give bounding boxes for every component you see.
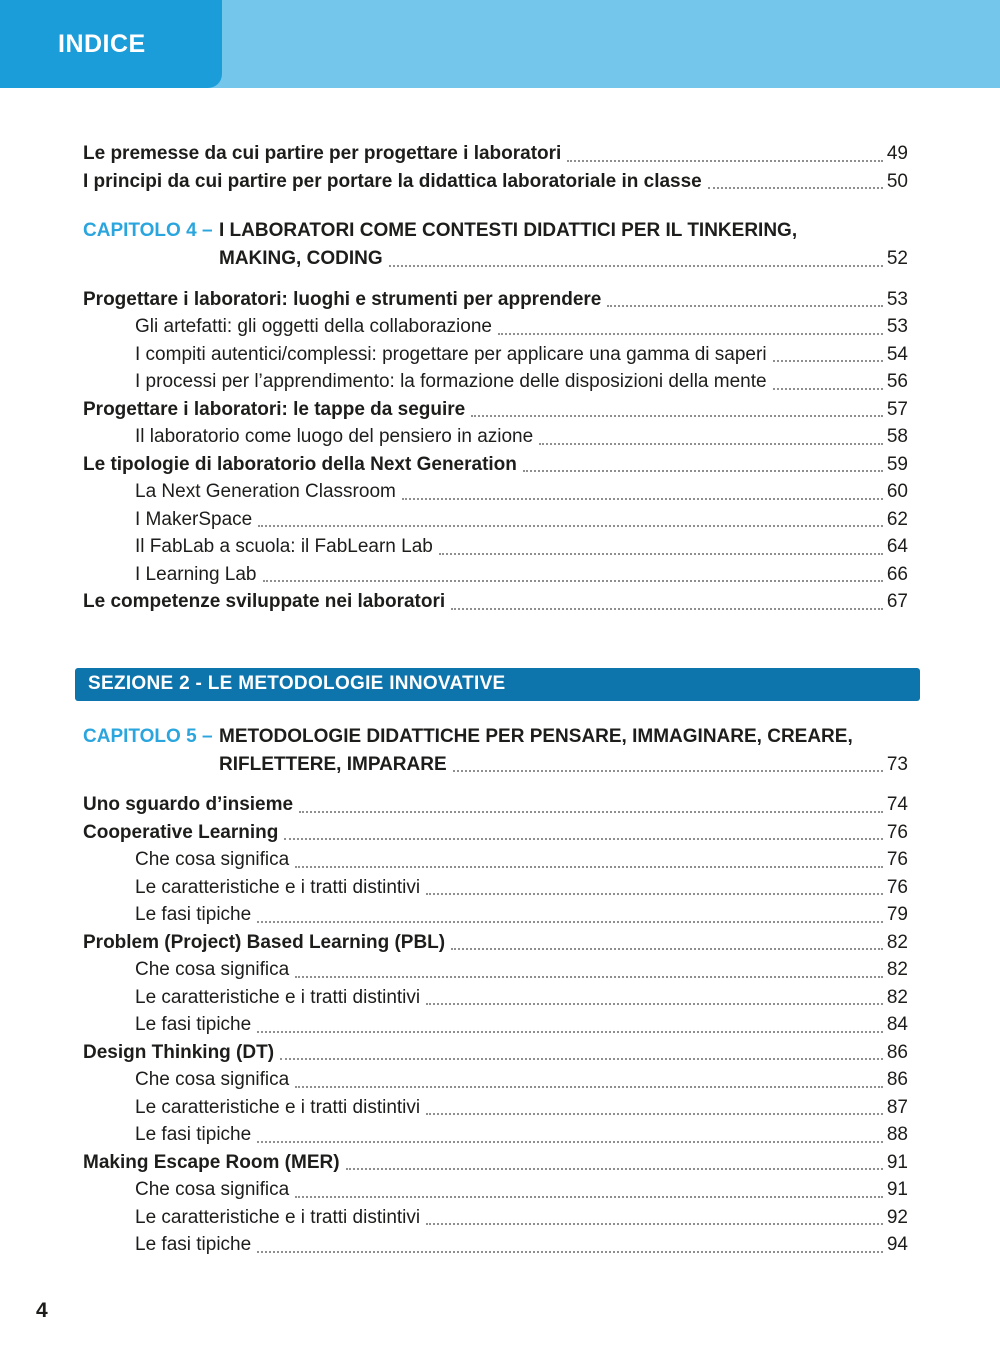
dot-leader — [280, 1058, 883, 1060]
chapter-line2 — [83, 245, 908, 273]
page-footer — [36, 1299, 48, 1323]
toc-entry-page: 94 — [886, 1234, 908, 1255]
section-banner — [75, 668, 920, 701]
page-number: 4 — [36, 1299, 48, 1322]
toc-entry-label: Gli artefatti: gli oggetti della collaborazione — [135, 316, 492, 337]
dot-leader — [284, 838, 883, 840]
chapter-number: CAPITOLO 5 – — [83, 725, 213, 747]
toc-entry-page: 64 — [886, 536, 908, 557]
toc-entry-label: Le competenze sviluppate nei laboratori — [83, 591, 446, 612]
section-banner-label: SEZIONE 2 - LE METODOLOGIE INNOVATIVE — [88, 673, 506, 694]
dot-leader — [295, 1086, 883, 1088]
toc-entry — [83, 140, 908, 168]
toc-entry-label: Le fasi tipiche — [135, 1014, 252, 1035]
chapter-page: 73 — [886, 753, 908, 775]
toc-entry-page: 67 — [886, 591, 908, 612]
toc-entry-label: I principi da cui partire per portare la didattica laboratoriale in classe — [83, 170, 702, 192]
dot-leader — [426, 1223, 883, 1225]
dot-leader — [257, 1031, 883, 1033]
toc-entry-label: I Learning Lab — [135, 563, 257, 585]
dot-leader — [773, 360, 883, 362]
toc-entry-label: Progettare i laboratori: luoghi e strumenti per apprendere — [83, 288, 602, 310]
dot-leader — [708, 187, 883, 189]
dot-leader — [451, 608, 883, 610]
toc-entry-label: Il laboratorio come luogo del pensiero in azione — [135, 426, 534, 447]
toc-entry-page: 62 — [886, 508, 908, 530]
dot-leader — [295, 1196, 883, 1198]
toc-entry — [83, 588, 908, 616]
toc-entry — [83, 396, 908, 424]
chapter-title: I LABORATORI COME CONTESTI DIDATTICI PER IL TINKERING, — [219, 220, 798, 241]
toc-entry — [83, 1231, 908, 1259]
dot-leader — [402, 498, 883, 500]
toc-entry-page: 74 — [886, 794, 908, 815]
toc-entry-label: Che cosa significa — [135, 1179, 290, 1200]
toc-entry-label: Cooperative Learning — [83, 821, 279, 843]
toc-entry-page: 56 — [886, 371, 908, 392]
dot-leader — [539, 443, 883, 445]
toc-entry — [83, 286, 908, 314]
toc-entry — [83, 1204, 908, 1232]
toc-entry-page: 76 — [886, 821, 908, 843]
dot-leader — [607, 305, 882, 307]
toc-entry-label: Problem (Project) Based Learning (PBL) — [83, 931, 446, 953]
toc-entry — [83, 1121, 908, 1149]
toc-entry-page: 88 — [886, 1124, 908, 1145]
dot-leader — [295, 866, 883, 868]
toc-entry-page: 86 — [886, 1069, 908, 1090]
toc-entry — [83, 874, 908, 902]
chapter-heading — [83, 217, 908, 273]
toc-entry — [83, 791, 908, 819]
dot-leader — [299, 811, 883, 813]
toc-entry-label: La Next Generation Classroom — [135, 481, 396, 502]
toc-entry-label: I processi per l’apprendimento: la formazione delle disposizioni della mente — [135, 371, 767, 392]
toc-entry — [83, 1094, 908, 1122]
toc-entry-page: 54 — [886, 343, 908, 365]
toc-entry — [83, 1039, 908, 1067]
toc-entry-label: Le caratteristiche e i tratti distintivi — [135, 1206, 421, 1228]
toc-entry-label: Le caratteristiche e i tratti distintivi — [135, 876, 421, 898]
page-title: INDICE — [58, 29, 146, 58]
toc-entry-label: Che cosa significa — [135, 1069, 290, 1090]
toc-entry-label: Le fasi tipiche — [135, 1124, 252, 1145]
dot-leader — [439, 553, 883, 555]
toc-entry-page: 82 — [886, 986, 908, 1008]
toc-entry-label: Le tipologie di laboratorio della Next Generation — [83, 453, 517, 475]
toc-entry-page: 91 — [886, 1179, 908, 1200]
toc-entry-page: 53 — [886, 288, 908, 310]
dot-leader — [498, 333, 883, 335]
toc-entry — [83, 901, 908, 929]
toc-entry — [83, 984, 908, 1012]
toc-content — [83, 140, 908, 1259]
dot-leader — [346, 1168, 883, 1170]
toc-entry-label: Le caratteristiche e i tratti distintivi — [135, 1096, 421, 1118]
toc-entry-page: 82 — [886, 931, 908, 953]
toc-entry — [83, 561, 908, 589]
dot-leader — [258, 525, 883, 527]
toc-entry-page: 92 — [886, 1206, 908, 1228]
dot-leader — [451, 948, 883, 950]
toc-entry — [83, 819, 908, 847]
toc-entry-page: 87 — [886, 1096, 908, 1118]
dot-leader — [389, 265, 883, 267]
toc-entry-label: Le caratteristiche e i tratti distintivi — [135, 986, 421, 1008]
chapter-title-continued: MAKING, CODING — [219, 248, 383, 269]
dot-leader — [453, 770, 883, 772]
chapter-heading — [83, 723, 908, 779]
toc-entry — [83, 423, 908, 451]
toc-entry — [83, 1066, 908, 1094]
toc-entry — [83, 1011, 908, 1039]
toc-entry-label: Il FabLab a scuola: il FabLearn Lab — [135, 536, 433, 557]
toc-entry — [83, 478, 908, 506]
dot-leader — [773, 388, 883, 390]
dot-leader — [257, 1141, 883, 1143]
toc-entry-label: Le fasi tipiche — [135, 904, 252, 925]
toc-entry-page: 76 — [886, 876, 908, 898]
toc-entry-label: Progettare i laboratori: le tappe da seguire — [83, 398, 466, 420]
toc-entry-label: Design Thinking (DT) — [83, 1041, 275, 1063]
toc-entry — [83, 929, 908, 957]
chapter-title-continued: RIFLETTERE, IMPARARE — [219, 753, 447, 775]
chapter-line1 — [83, 723, 908, 751]
toc-entry-page: 60 — [886, 481, 908, 502]
toc-entry — [83, 168, 908, 196]
toc-entry-page: 66 — [886, 563, 908, 585]
dot-leader — [257, 1251, 883, 1253]
dot-leader — [567, 160, 883, 162]
toc-entry-label: Che cosa significa — [135, 959, 290, 980]
dot-leader — [257, 921, 883, 923]
toc-entry-label: I MakerSpace — [135, 508, 253, 530]
toc-entry — [83, 368, 908, 396]
toc-entry — [83, 506, 908, 534]
dot-leader — [523, 470, 883, 472]
toc-entry-page: 49 — [886, 143, 908, 164]
toc-entry — [83, 846, 908, 874]
toc-list — [83, 140, 908, 1259]
toc-entry — [83, 341, 908, 369]
toc-entry-page: 79 — [886, 904, 908, 925]
toc-entry-label: I compiti autentici/complessi: progettare per applicare una gamma di saperi — [135, 343, 767, 365]
toc-entry — [83, 1176, 908, 1204]
toc-entry-label: Making Escape Room (MER) — [83, 1151, 340, 1173]
toc-entry-page: 82 — [886, 959, 908, 980]
toc-entry-page: 50 — [886, 170, 908, 192]
toc-entry-label: Le fasi tipiche — [135, 1234, 252, 1255]
dot-leader — [295, 976, 883, 978]
toc-entry-page: 84 — [886, 1014, 908, 1035]
toc-entry-page: 59 — [886, 453, 908, 475]
toc-entry-label: Le premesse da cui partire per progettare i laboratori — [83, 143, 562, 164]
chapter-number: CAPITOLO 4 – — [83, 220, 213, 241]
toc-entry-page: 58 — [886, 426, 908, 447]
toc-entry — [83, 533, 908, 561]
header-tab — [0, 0, 222, 88]
dot-leader — [426, 893, 883, 895]
dot-leader — [263, 580, 883, 582]
chapter-line2 — [83, 751, 908, 779]
chapter-page: 52 — [886, 248, 908, 269]
toc-entry — [83, 1149, 908, 1177]
dot-leader — [426, 1003, 883, 1005]
toc-entry-label: Che cosa significa — [135, 849, 290, 870]
toc-entry-page: 57 — [886, 398, 908, 420]
toc-entry — [83, 956, 908, 984]
toc-entry — [83, 451, 908, 479]
toc-entry-page: 53 — [886, 316, 908, 337]
dot-leader — [471, 415, 883, 417]
toc-entry — [83, 313, 908, 341]
toc-entry-page: 76 — [886, 849, 908, 870]
header-band — [0, 0, 1000, 88]
chapter-title: METODOLOGIE DIDATTICHE PER PENSARE, IMMAGINARE, CREARE, — [219, 725, 853, 747]
toc-entry-label: Uno sguardo d’insieme — [83, 794, 294, 815]
dot-leader — [426, 1113, 883, 1115]
toc-entry-page: 91 — [886, 1151, 908, 1173]
chapter-line1 — [83, 217, 908, 245]
toc-entry-page: 86 — [886, 1041, 908, 1063]
